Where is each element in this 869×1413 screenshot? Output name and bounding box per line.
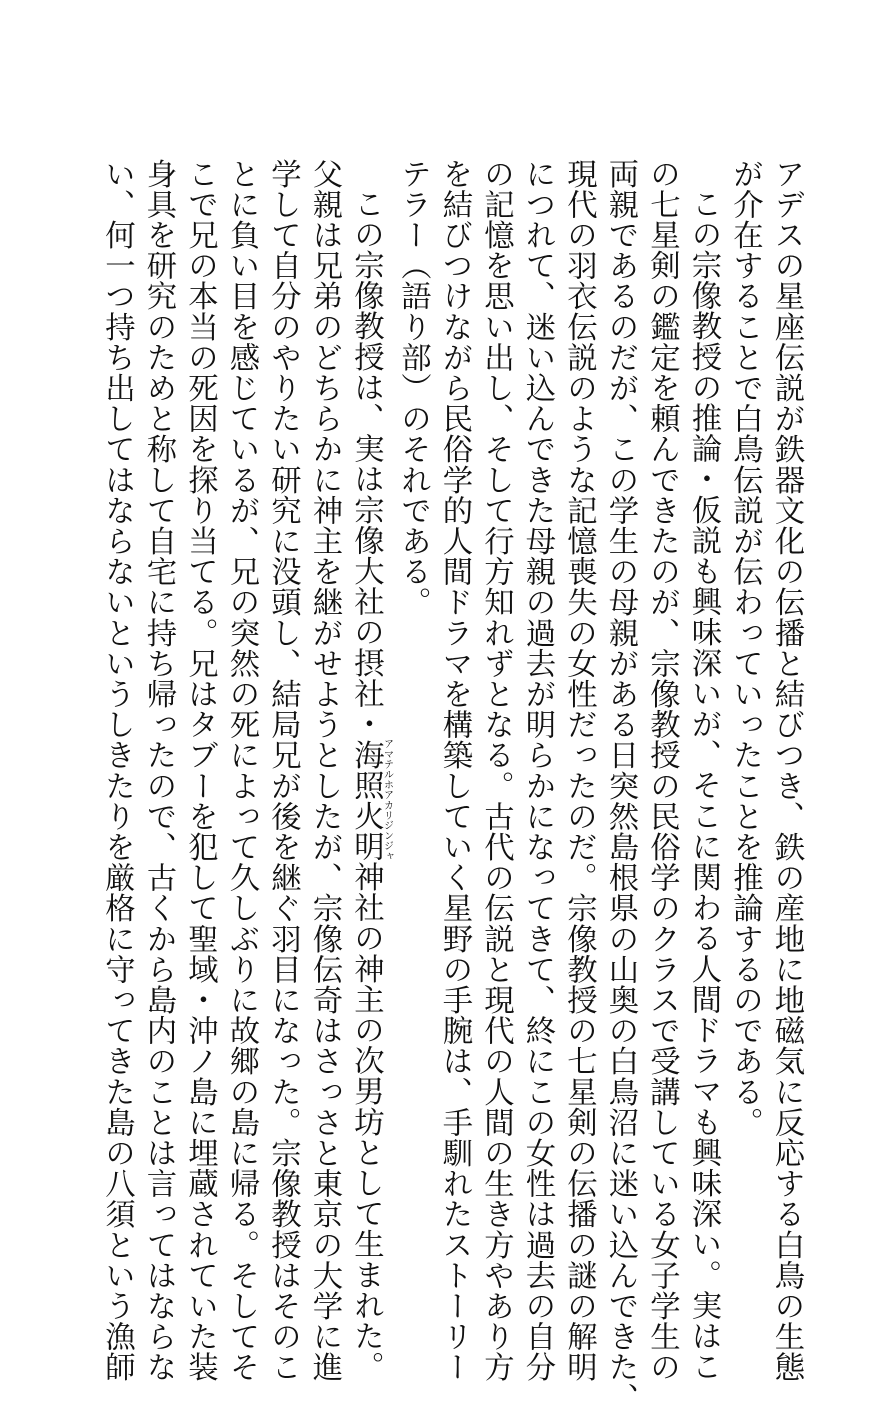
text-line-1: アデスの星座伝説が鉄器文化の伝播と結びつき、鉄の産地に地磁気に反応する白鳥の生態 xyxy=(769,158,804,1382)
text-line-5: 両親であるのだが、この学生の母親がある日突然島根県の山奥の白鳥沼に迷い込んできた、 xyxy=(603,158,638,1413)
text-line-11-content: この宗像教授は、実は宗像大社の摂社・海照火明アマテルホアカリジンジャ神社の神主の次男坊として生まれた。 xyxy=(348,188,393,1382)
text-line-9: を結びつけながら民俗学的人間ドラマを構築していく星野の手腕は、手馴れたストーリー xyxy=(437,158,472,1382)
text-line-17: い、何一つ持ち出してはならないというしきたりを厳格に守ってきた島の八須という漁師 xyxy=(99,158,135,1382)
text-line-12: 父親は兄弟のどちらかに神主を継がせようとしたが、宗像伝奇はさっさと東京の大学に進 xyxy=(307,158,342,1382)
text-line-7: につれて、迷い込んできた母親の過去が明らかになってきて、終にこの女性は過去の自分 xyxy=(520,158,555,1382)
text-line-6: 現代の羽衣伝説のような記憶喪失の女性だったのだ。宗像教授の七星剣の伝播の謎の解明 xyxy=(561,158,597,1382)
text-line-2: が介在することで白鳥伝説が伝わっていったことを推論するのである。 xyxy=(727,158,763,1138)
text-line-3: この宗像教授の推論・仮説も興味深いが、そこに関わる人間ドラマも興味深い。実はこ xyxy=(686,188,721,1382)
text-line-15: こで兄の本当の死因を探り当てる。兄はタブーを犯して聖域・沖ノ島に埋蔵されていた装 xyxy=(182,158,218,1382)
text-line-13: 学して自分のやりたい研究に没頭し、結局兄が後を継ぐ羽目になった。宗像教授はそのこ xyxy=(265,158,301,1382)
text-line-11 xyxy=(345,158,393,1382)
text-line-4: の七星剣の鑑定を頼んできたのが、宗像教授の民俗学のクラスで受講している女子学生の xyxy=(644,158,680,1382)
shrine-name-ruby: 海照火明アマテルホアカリジンジャ xyxy=(348,738,393,862)
text-line-14: とに負い目を感じているが、兄の突然の死によって久しぶりに故郷の島に帰る。そしてそ xyxy=(224,158,259,1382)
vertical-body-text xyxy=(96,158,807,1413)
text-line-10: テラー（語り部）のそれである。 xyxy=(395,158,431,617)
text-line-16: 身具を研究のためと称して自宅に持ち帰ったので、古くから島内のことは言ってはならな xyxy=(141,158,176,1382)
shrine-name-reading: アマテルホアカリジンジャ xyxy=(381,738,393,862)
text-line-8: の記憶を思い出し、そして行方知れずとなる。古代の伝説と現代の人間の生き方やあり方 xyxy=(478,158,514,1382)
